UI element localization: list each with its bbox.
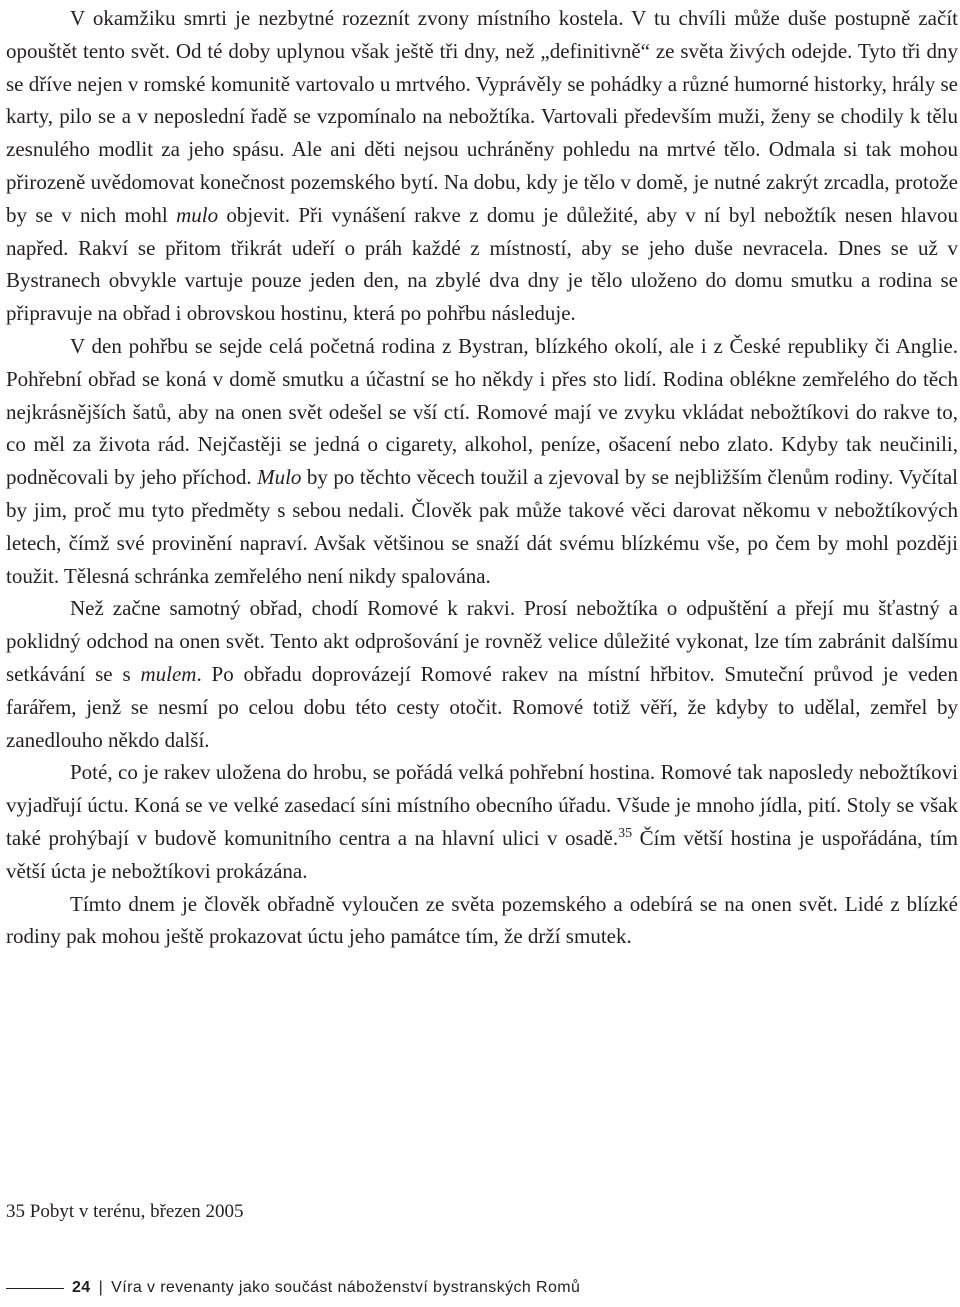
footnote-35: 35 Pobyt v terénu, březen 2005 xyxy=(6,1201,244,1222)
page-footer xyxy=(6,1279,580,1297)
paragraph-2-text-b: by po těchto věcech toužil a zjevoval by se nejbližším členům rodiny. Vyčítal by jim, proč mu tyto předměty s sebou nedali. Člověk pak může takové věci darovat někomu v nebožtíkových letech, čímž své provinění napraví. Avšak většinou se snaží dát svému blízkému vše, po čem by mohl později toužit. Tělesná schránka zemřelého není nikdy spalována. xyxy=(6,465,959,588)
paragraph-1-text-a: V okamžiku smrti je nezbytné rozeznít zvony místního kostela. V tu chvíli může duše postupně začít opouštět tento svět. Od té doby uplynou však ještě tři dny, než „definitivně“ ze světa živých odejde. Tyto tři dny se dříve nejen v romské komunitě vartovalo u mrtvého. Vyprávěly se pohádky a různé humorné historky, hrály se karty, pilo se a v neposlední řadě se vzpomínalo na nebožtíka. Vartovali především muži, ženy se chodily k tělu zesnulého modlit za jeho spásu. Ale ani děti nejsou uchráněny pohledu na mrtvé tělo. Odmala si tak mohou přirozeně uvědomovat konečnost pozemského bytí. Na dobu, kdy je tělo v domě, je nutné zakrýt zrcadla, protože by se v nich mohl xyxy=(6,6,958,227)
paragraph-4-text-a: Poté, co je rakev uložena do hrobu, se pořádá velká pohřební hostina. Romové tak naposledy nebožtíkovi vyjadřují úctu. Koná se ve velké zasedací síni místního obecního úřadu. Všude je mnoho jídla, pití. Stoly se však také prohýbají v budově komunitního centra a na hlavní ulici v osadě. xyxy=(6,760,958,850)
page-number: 24 xyxy=(72,1279,91,1296)
main-text xyxy=(6,0,958,953)
footer-rule xyxy=(6,1288,64,1289)
footer-separator: | xyxy=(98,1279,104,1296)
paragraph-2-text-a: V den pohřbu se sejde celá početná rodina z Bystran, blízkého okolí, ale i z České republiky či Anglie. Pohřební obřad se koná v domě smutku a účastní se ho někdy i přes sto lidí. Rodina oblékne zemřelého do těch nejkrásnějších šatů, aby na onen svět odešel se vší ctí. Romové mají ve zvyku vkládat nebožtíkovi do rakve to, co měl za života rád. Nejčastěji se jedná o cigarety, alkohol, peníze, ošacení nebo zlato. Kdyby tak neučinili, podněcovali by jeho příchod. xyxy=(6,333,958,490)
page xyxy=(6,0,958,953)
running-title: Víra v revenanty jako součást náboženství bystranských Romů xyxy=(111,1279,581,1296)
paragraph-3-italic-mulem: mulem xyxy=(140,661,197,686)
paragraph-1 xyxy=(6,2,958,330)
footnote-reference[interactable]: 35 xyxy=(618,825,633,841)
paragraph-1-italic-mulo: mulo xyxy=(176,202,219,227)
paragraph-5 xyxy=(6,888,958,954)
paragraph-3-text-b: . Po obřadu doprovázejí Romové rakev na místní hřbitov. Smuteční průvod je veden farářem, jenž se nesmí po celou dobu této cesty otočit. Romové totiž věří, že kdyby to udělal, zemřel by zanedlouho někdo další. xyxy=(6,661,958,752)
paragraph-5-text: Tímto dnem je člověk obřadně vyloučen ze světa pozemského a odebírá se na onen svět. Lidé z blízké rodiny pak mohou ještě prokazovat úctu jeho památce tím, že drží smutek. xyxy=(6,891,958,949)
paragraph-2-italic-mulo: Mulo xyxy=(257,465,302,490)
paragraph-4 xyxy=(6,756,958,887)
paragraph-3 xyxy=(6,592,958,756)
paragraph-2 xyxy=(6,330,958,592)
paragraph-1-text-b: objevit. Při vynášení rakve z domu je důležité, aby v ní byl nebožtík nesen hlavou napřed. Rakví se přitom třikrát udeří o práh každé z místností, aby se jeho duše nevracela. Dnes se už v Bystranech obvykle vartuje pouze jeden den, na zbylé dva dny je tělo uloženo do domu smutku a rodina se připravuje na obřad i obrovskou hostinu, která po pohřbu následuje. xyxy=(6,202,958,326)
paragraph-4-text-b: Čím větší hostina je uspořádána, tím větší úcta je nebožtíkovi prokázána. xyxy=(6,825,958,883)
paragraph-3-text-a: Než začne samotný obřad, chodí Romové k rakvi. Prosí nebožtíka o odpuštění a přejí mu šťastný a poklidný odchod na onen svět. Tento akt odprošování je rovněž velice důležité vykonat, lze tím zabránit dalšímu setkávání se s xyxy=(6,596,958,686)
